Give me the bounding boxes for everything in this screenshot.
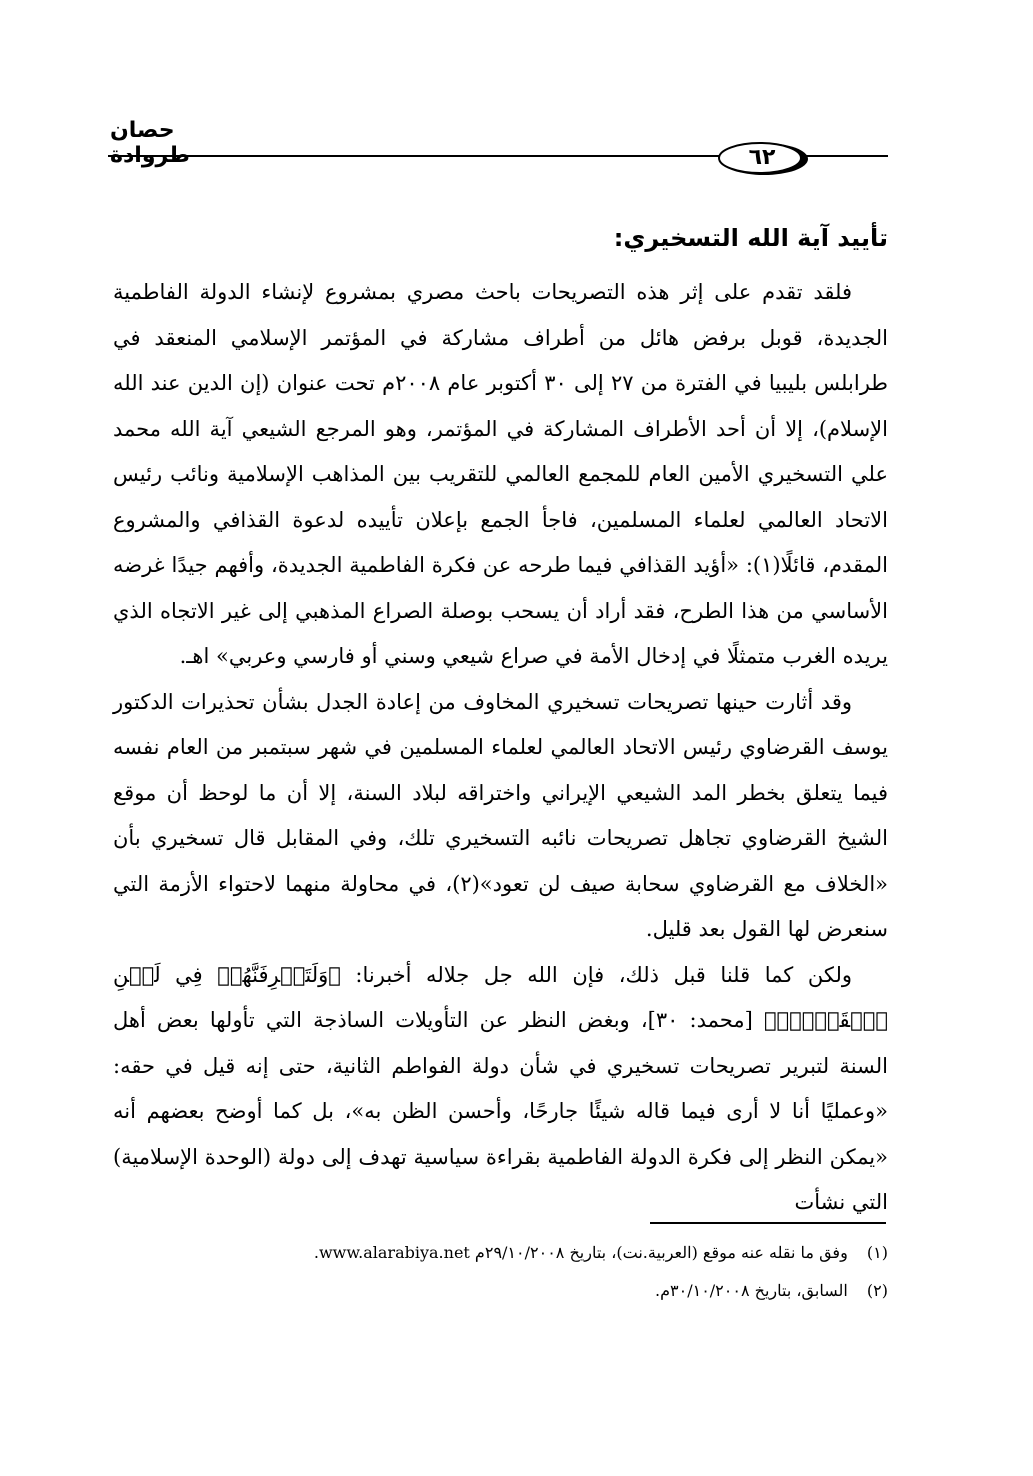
paragraph: وقد أثارت حينها تصريحات تسخيري المخاوف من إعادة الجدل بشأن تحذيرات الدكتور يوسف القرضاوي رئيس الاتحاد العالمي لعلماء المسلمين في شهر سبتمبر من العام نفسه فيما يتعلق بخطر المد الشيعي الإيراني واختراقه لبلاد السنة، إلا أن ما لوحظ أن موقع الشيخ القرضاوي تجاهل تصريحات نائبه التسخيري تلك، وفي المقابل قال تسخيري بأن «الخلاف مع القرضاوي سحابة صيف لن تعود»(٢)، في محاولة منهما لاحتواء الأزمة التي سنعرض لها القول بعد قليل.	[113, 689, 888, 941]
page-number: ٦٢	[748, 145, 776, 170]
main-content	[113, 210, 888, 1226]
running-header-title: حصان طروادة	[110, 118, 190, 168]
footnote-divider	[650, 1222, 886, 1224]
footnote-mark: (٢)	[866, 1281, 888, 1300]
page-number-badge	[714, 139, 810, 177]
footnotes	[113, 1234, 888, 1310]
footnote-mark: (١)	[866, 1243, 888, 1262]
footnote-text: السابق، بتاريخ ٣٠/١٠/٢٠٠٨م.	[655, 1281, 848, 1300]
paragraph: ولكن كما قلنا قبل ذلك، فإن الله جل جلاله أخبرنا: ﴿وَلَتَعۡرِفَنَّهُمۡ فِي لَحۡنِ ٱلۡقَوۡلِۚ﴾ [محمد: ٣٠]، وبغض النظر عن التأويلات الساذجة التي تأولها بعض أهل السنة لتبرير تصريحات تسخيري في شأن دولة الفواطم الثانية، حتى إنه قيل في حقه: «وعمليًا أنا لا أرى فيما قاله شيئًا جارحًا، وأحسن الظن به»، بل كما أوضح بعضهم أنه «يمكن النظر إلى فكرة الدولة الفاطمية بقراءة سياسية تهدف إلى دولة (الوحدة الإسلامية) التي نشأت	[113, 962, 888, 1214]
section-heading: تأييد آية الله التسخيري:	[613, 224, 888, 252]
paragraph: فلقد تقدم على إثر هذه التصريحات باحث مصري بمشروع لإنشاء الدولة الفاطمية الجديدة، قوبل برفض هائل من أطراف مشاركة في المؤتمر الإسلامي المنعقد في طرابلس بليبيا في الفترة من ٢٧ إلى ٣٠ أكتوبر عام ٢٠٠٨م تحت عنوان (إن الدين عند الله الإسلام)، إلا أن أحد الأطراف المشاركة في المؤتمر، وهو المرجع الشيعي آية الله محمد علي التسخيري الأمين العام للمجمع العالمي للتقريب بين المذاهب الإسلامية ونائب رئيس الاتحاد العالمي لعلماء المسلمين، فاجأ الجمع بإعلان تأييده لدعوة القذافي والمشروع المقدم، قائلًا(١): «أؤيد القذافي فيما طرحه عن فكرة الفاطمية الجديدة، وأفهم جيدًا غرضه الأساسي من هذا الطرح، فقد أراد أن يسحب بوصلة الصراع المذهبي إلى غير الاتجاه الذي يريده الغرب متمثلًا في إدخال الأمة في صراع شيعي وسني أو فارسي وعربي» اهـ.	[113, 280, 888, 668]
footnote-item	[113, 1234, 888, 1272]
footnote-item	[113, 1272, 888, 1310]
footnote-text: وفق ما نقله عنه موقع (العربية.نت)، بتاريخ ٢٩/١٠/٢٠٠٨م www.alarabiya.net.	[313, 1243, 848, 1262]
